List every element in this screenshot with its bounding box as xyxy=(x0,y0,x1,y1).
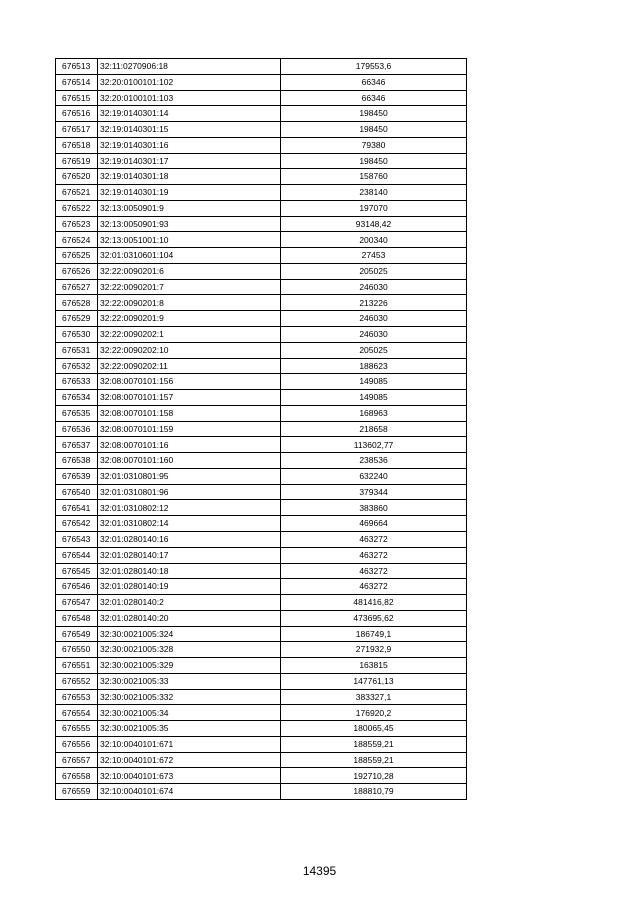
row-id-cell: 676541 xyxy=(56,500,98,516)
cadastral-number-cell: 32:22:0090201:9 xyxy=(98,311,281,327)
table-row xyxy=(56,311,467,327)
row-id-cell: 676520 xyxy=(56,169,98,185)
cadastral-number-cell: 32:08:0070101:159 xyxy=(98,421,281,437)
row-id-cell: 676543 xyxy=(56,531,98,547)
row-id-cell: 676530 xyxy=(56,327,98,343)
cadastral-number-cell: 32:01:0280140:17 xyxy=(98,547,281,563)
cadastral-value-cell: 632240 xyxy=(281,468,467,484)
cadastral-number-cell: 32:01:0310801:96 xyxy=(98,484,281,500)
cadastral-value-cell: 271932,9 xyxy=(281,642,467,658)
table-row xyxy=(56,453,467,469)
row-id-cell: 676544 xyxy=(56,547,98,563)
cadastral-number-cell: 32:22:0090202:1 xyxy=(98,327,281,343)
row-id-cell: 676523 xyxy=(56,216,98,232)
cadastral-number-cell: 32:01:0310802:12 xyxy=(98,500,281,516)
cadastral-value-cell: 186749,1 xyxy=(281,626,467,642)
row-id-cell: 676555 xyxy=(56,721,98,737)
table-row xyxy=(56,279,467,295)
cadastral-value-cell: 149085 xyxy=(281,374,467,390)
cadastral-number-cell: 32:10:0040101:673 xyxy=(98,768,281,784)
row-id-cell: 676553 xyxy=(56,689,98,705)
row-id-cell: 676559 xyxy=(56,784,98,800)
cadastral-number-cell: 32:10:0040101:672 xyxy=(98,752,281,768)
table-row xyxy=(56,421,467,437)
cadastral-value-table xyxy=(55,58,467,800)
cadastral-number-cell: 32:30:0021005:35 xyxy=(98,721,281,737)
row-id-cell: 676537 xyxy=(56,437,98,453)
cadastral-value-cell: 469664 xyxy=(281,516,467,532)
table-row xyxy=(56,705,467,721)
cadastral-number-cell: 32:30:0021005:329 xyxy=(98,658,281,674)
cadastral-number-cell: 32:01:0280140:20 xyxy=(98,610,281,626)
cadastral-number-cell: 32:19:0140301:16 xyxy=(98,137,281,153)
cadastral-value-cell: 113602,77 xyxy=(281,437,467,453)
cadastral-value-cell: 200340 xyxy=(281,232,467,248)
table-row xyxy=(56,484,467,500)
cadastral-number-cell: 32:22:0090202:10 xyxy=(98,342,281,358)
row-id-cell: 676536 xyxy=(56,421,98,437)
row-id-cell: 676514 xyxy=(56,74,98,90)
row-id-cell: 676528 xyxy=(56,295,98,311)
cadastral-value-cell: 79380 xyxy=(281,137,467,153)
table-row xyxy=(56,374,467,390)
cadastral-number-cell: 32:08:0070101:160 xyxy=(98,453,281,469)
table-row xyxy=(56,169,467,185)
cadastral-value-cell: 473695,62 xyxy=(281,610,467,626)
cadastral-number-cell: 32:08:0070101:157 xyxy=(98,390,281,406)
row-id-cell: 676551 xyxy=(56,658,98,674)
row-id-cell: 676550 xyxy=(56,642,98,658)
cadastral-value-cell: 218658 xyxy=(281,421,467,437)
cadastral-number-cell: 32:01:0280140:19 xyxy=(98,579,281,595)
row-id-cell: 676521 xyxy=(56,185,98,201)
cadastral-value-cell: 198450 xyxy=(281,106,467,122)
cadastral-number-cell: 32:30:0021005:328 xyxy=(98,642,281,658)
row-id-cell: 676539 xyxy=(56,468,98,484)
cadastral-value-cell: 246030 xyxy=(281,311,467,327)
row-id-cell: 676517 xyxy=(56,122,98,138)
row-id-cell: 676519 xyxy=(56,153,98,169)
table-row xyxy=(56,90,467,106)
cadastral-value-cell: 176920,2 xyxy=(281,705,467,721)
cadastral-value-cell: 163815 xyxy=(281,658,467,674)
table-row xyxy=(56,59,467,75)
cadastral-number-cell: 32:19:0140301:15 xyxy=(98,122,281,138)
cadastral-value-cell: 198450 xyxy=(281,122,467,138)
table-row xyxy=(56,689,467,705)
row-id-cell: 676531 xyxy=(56,342,98,358)
cadastral-number-cell: 32:08:0070101:16 xyxy=(98,437,281,453)
cadastral-value-cell: 463272 xyxy=(281,531,467,547)
cadastral-value-cell: 180065,45 xyxy=(281,721,467,737)
cadastral-value-cell: 213226 xyxy=(281,295,467,311)
cadastral-number-cell: 32:01:0310802:14 xyxy=(98,516,281,532)
cadastral-number-cell: 32:19:0140301:17 xyxy=(98,153,281,169)
cadastral-value-cell: 198450 xyxy=(281,153,467,169)
cadastral-value-cell: 383327,1 xyxy=(281,689,467,705)
cadastral-number-cell: 32:20:0100101:103 xyxy=(98,90,281,106)
cadastral-value-cell: 379344 xyxy=(281,484,467,500)
table-row xyxy=(56,342,467,358)
table-row xyxy=(56,516,467,532)
cadastral-number-cell: 32:22:0090202:11 xyxy=(98,358,281,374)
cadastral-value-cell: 197070 xyxy=(281,200,467,216)
cadastral-value-cell: 188559,21 xyxy=(281,736,467,752)
cadastral-value-cell: 149085 xyxy=(281,390,467,406)
cadastral-value-cell: 188623 xyxy=(281,358,467,374)
row-id-cell: 676554 xyxy=(56,705,98,721)
table-row xyxy=(56,768,467,784)
cadastral-number-cell: 32:30:0021005:324 xyxy=(98,626,281,642)
cadastral-number-cell: 32:13:0051001:10 xyxy=(98,232,281,248)
table-body xyxy=(56,59,467,800)
cadastral-value-cell: 66346 xyxy=(281,90,467,106)
cadastral-number-cell: 32:08:0070101:156 xyxy=(98,374,281,390)
row-id-cell: 676549 xyxy=(56,626,98,642)
table-row xyxy=(56,658,467,674)
cadastral-number-cell: 32:30:0021005:332 xyxy=(98,689,281,705)
cadastral-number-cell: 32:01:0310801:95 xyxy=(98,468,281,484)
table-row xyxy=(56,185,467,201)
cadastral-value-cell: 238536 xyxy=(281,453,467,469)
row-id-cell: 676532 xyxy=(56,358,98,374)
cadastral-value-cell: 147761,13 xyxy=(281,673,467,689)
cadastral-value-cell: 246030 xyxy=(281,327,467,343)
table-row xyxy=(56,642,467,658)
cadastral-value-cell: 246030 xyxy=(281,279,467,295)
row-id-cell: 676534 xyxy=(56,390,98,406)
cadastral-value-cell: 192710,28 xyxy=(281,768,467,784)
cadastral-value-cell: 158760 xyxy=(281,169,467,185)
cadastral-number-cell: 32:22:0090201:7 xyxy=(98,279,281,295)
cadastral-number-cell: 32:19:0140301:18 xyxy=(98,169,281,185)
table-row xyxy=(56,784,467,800)
cadastral-number-cell: 32:01:0310601:104 xyxy=(98,248,281,264)
table-row xyxy=(56,547,467,563)
table-row xyxy=(56,752,467,768)
cadastral-value-cell: 205025 xyxy=(281,342,467,358)
table-row xyxy=(56,327,467,343)
cadastral-value-cell: 205025 xyxy=(281,263,467,279)
cadastral-number-cell: 32:19:0140301:14 xyxy=(98,106,281,122)
table-row xyxy=(56,721,467,737)
cadastral-value-cell: 188810,79 xyxy=(281,784,467,800)
cadastral-value-cell: 179553,6 xyxy=(281,59,467,75)
row-id-cell: 676558 xyxy=(56,768,98,784)
row-id-cell: 676552 xyxy=(56,673,98,689)
row-id-cell: 676557 xyxy=(56,752,98,768)
row-id-cell: 676524 xyxy=(56,232,98,248)
table-row xyxy=(56,579,467,595)
cadastral-number-cell: 32:13:0050901:9 xyxy=(98,200,281,216)
table-row xyxy=(56,263,467,279)
table-row xyxy=(56,405,467,421)
table-row xyxy=(56,563,467,579)
row-id-cell: 676556 xyxy=(56,736,98,752)
table-row xyxy=(56,437,467,453)
table-row xyxy=(56,736,467,752)
page-number: 14395 xyxy=(302,864,337,878)
row-id-cell: 676533 xyxy=(56,374,98,390)
cadastral-number-cell: 32:30:0021005:34 xyxy=(98,705,281,721)
row-id-cell: 676525 xyxy=(56,248,98,264)
cadastral-value-cell: 27453 xyxy=(281,248,467,264)
table-row xyxy=(56,153,467,169)
table-row xyxy=(56,248,467,264)
table-row xyxy=(56,673,467,689)
cadastral-value-cell: 238140 xyxy=(281,185,467,201)
cadastral-value-cell: 463272 xyxy=(281,547,467,563)
cadastral-number-cell: 32:22:0090201:6 xyxy=(98,263,281,279)
row-id-cell: 676516 xyxy=(56,106,98,122)
row-id-cell: 676527 xyxy=(56,279,98,295)
table-row xyxy=(56,122,467,138)
table-row xyxy=(56,500,467,516)
table-row xyxy=(56,595,467,611)
cadastral-value-cell: 66346 xyxy=(281,74,467,90)
row-id-cell: 676513 xyxy=(56,59,98,75)
cadastral-value-cell: 463272 xyxy=(281,563,467,579)
cadastral-number-cell: 32:08:0070101:158 xyxy=(98,405,281,421)
cadastral-value-cell: 383860 xyxy=(281,500,467,516)
cadastral-number-cell: 32:30:0021005:33 xyxy=(98,673,281,689)
cadastral-value-cell: 188559,21 xyxy=(281,752,467,768)
row-id-cell: 676522 xyxy=(56,200,98,216)
cadastral-number-cell: 32:19:0140301:19 xyxy=(98,185,281,201)
row-id-cell: 676518 xyxy=(56,137,98,153)
row-id-cell: 676535 xyxy=(56,405,98,421)
table-row xyxy=(56,137,467,153)
row-id-cell: 676538 xyxy=(56,453,98,469)
table-row xyxy=(56,610,467,626)
cadastral-number-cell: 32:01:0280140:2 xyxy=(98,595,281,611)
row-id-cell: 676542 xyxy=(56,516,98,532)
cadastral-value-cell: 168963 xyxy=(281,405,467,421)
cadastral-number-cell: 32:01:0280140:16 xyxy=(98,531,281,547)
cadastral-value-cell: 463272 xyxy=(281,579,467,595)
table-row xyxy=(56,390,467,406)
table-row xyxy=(56,531,467,547)
row-id-cell: 676540 xyxy=(56,484,98,500)
table-row xyxy=(56,74,467,90)
row-id-cell: 676545 xyxy=(56,563,98,579)
table-row xyxy=(56,358,467,374)
cadastral-number-cell: 32:20:0100101:102 xyxy=(98,74,281,90)
table-row xyxy=(56,106,467,122)
row-id-cell: 676546 xyxy=(56,579,98,595)
table-row xyxy=(56,468,467,484)
row-id-cell: 676526 xyxy=(56,263,98,279)
cadastral-value-cell: 481416,82 xyxy=(281,595,467,611)
row-id-cell: 676529 xyxy=(56,311,98,327)
cadastral-number-cell: 32:13:0050901:93 xyxy=(98,216,281,232)
cadastral-number-cell: 32:11:0270906:18 xyxy=(98,59,281,75)
row-id-cell: 676548 xyxy=(56,610,98,626)
cadastral-number-cell: 32:01:0280140:18 xyxy=(98,563,281,579)
table-row xyxy=(56,200,467,216)
table-row xyxy=(56,216,467,232)
row-id-cell: 676515 xyxy=(56,90,98,106)
table-row xyxy=(56,232,467,248)
cadastral-number-cell: 32:10:0040101:671 xyxy=(98,736,281,752)
cadastral-value-cell: 93148,42 xyxy=(281,216,467,232)
table-row xyxy=(56,295,467,311)
cadastral-number-cell: 32:22:0090201:8 xyxy=(98,295,281,311)
table-row xyxy=(56,626,467,642)
row-id-cell: 676547 xyxy=(56,595,98,611)
cadastral-number-cell: 32:10:0040101:674 xyxy=(98,784,281,800)
